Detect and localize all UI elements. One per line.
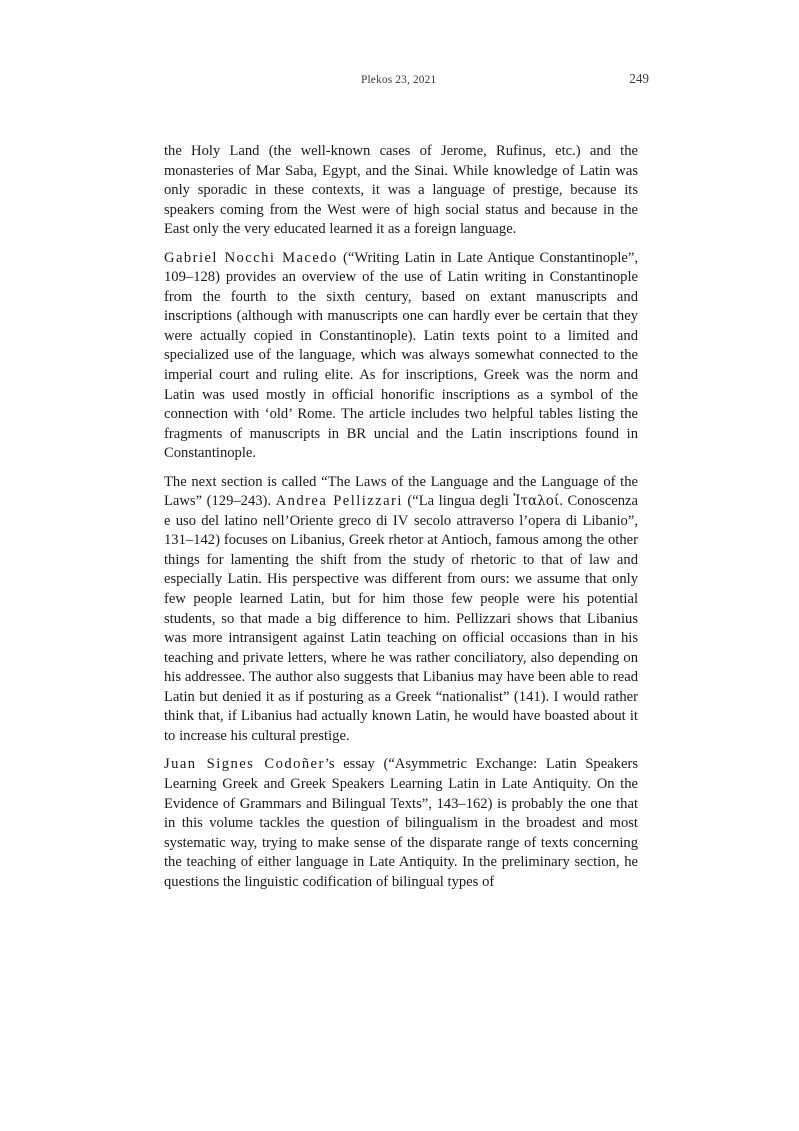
body-text-block	[164, 142, 638, 892]
text-run: secolo attraverso l’opera di Libanio”, 131–142) focuses on Libanius, Greek rhetor at Antioch, famous among the other things for lamenting the shift from the study of rhetoric to that of law and especially Latin. His perspective was different from ours: we assume that only few people learned Latin, but for him those few people were his potential students, so that made a big difference to him. Pellizzari shows that Libanius was more intransigent against Latin teaching on official occasions than in his teaching and private letters, where he was rather conciliatory, also depending on his addressee. The author also suggests that Libanius may have been able to read Latin but denied it as if posturing as a Greek “nationalist” (141). I would rather think that, if Libanius had actually known Latin, he would have boasted about it to increase his cultural prestige.	[164, 512, 638, 744]
para-codoner	[164, 755, 638, 892]
text-run: . Conoscenza e uso del latino nell’Oriente greco di	[164, 493, 639, 529]
text-run: the Holy Land (the well-known cases of Jerome, Rufinus, etc.) and the monasteries of Mar Saba, Egypt, and the Sinai. While knowledge of Latin was only sporadic in these contexts, it was a language of prestige, because its speakers coming from the West were of high social status and because in the East only the very educated learned it as a foreign language.	[164, 143, 638, 238]
text-run: The next section is called “The Laws of the Language and the Language of the Laws” (129–243).	[164, 473, 638, 510]
running-head	[164, 71, 649, 93]
author-name: Juan Signes Codoñer	[164, 756, 325, 773]
roman-numeral: IV	[392, 512, 409, 529]
text-run: (“La lingua degli	[402, 493, 514, 510]
para-holy-land	[164, 142, 638, 240]
text-run: ’s essay (“Asymmetric Exchange: Latin Speakers Learning Greek and Greek Speakers Learning Latin in Late Antiquity. On the Evidence of Grammars and Bilingual Texts”, 143–162) is probably the one that in this volume tackles the question of bilingualism in the broadest and most systematic way, trying to make sense of the disparate range of texts concerning the teaching of either language in Late Antiquity. In the preliminary section, he questions the linguistic codification of bilingual types of	[164, 756, 638, 890]
page-number: 249	[629, 71, 649, 86]
text-run: (“Writing Latin in Late Antique Constantinople”, 109–128) provides an overview of the use of Latin writing in Constantinople from the fourth to the sixth century, based on extant manuscripts and inscriptions (although with manuscripts one can hardly ever be certain that they were actually copied in Constantinople). Latin texts point to a limited and specialized use of the language, which was always somewhat connected to the imperial court and ruling elite. As for inscriptions, Greek was the norm and Latin was used mostly in official honorific inscriptions as a symbol of the connection with ‘old’ Rome. The article includes two helpful tables listing the fragments of manuscripts in BR uncial and the Latin inscriptions found in Constantinople.	[164, 249, 638, 462]
para-pellizzari	[164, 473, 638, 747]
para-nocchi-macedo	[164, 249, 638, 464]
author-name: Andrea Pellizzari	[275, 493, 403, 510]
greek-term: Ἰταλοί	[513, 493, 560, 510]
running-head-journal-title: Plekos 23, 2021	[361, 74, 437, 86]
author-name: Gabriel Nocchi Macedo	[164, 249, 338, 266]
